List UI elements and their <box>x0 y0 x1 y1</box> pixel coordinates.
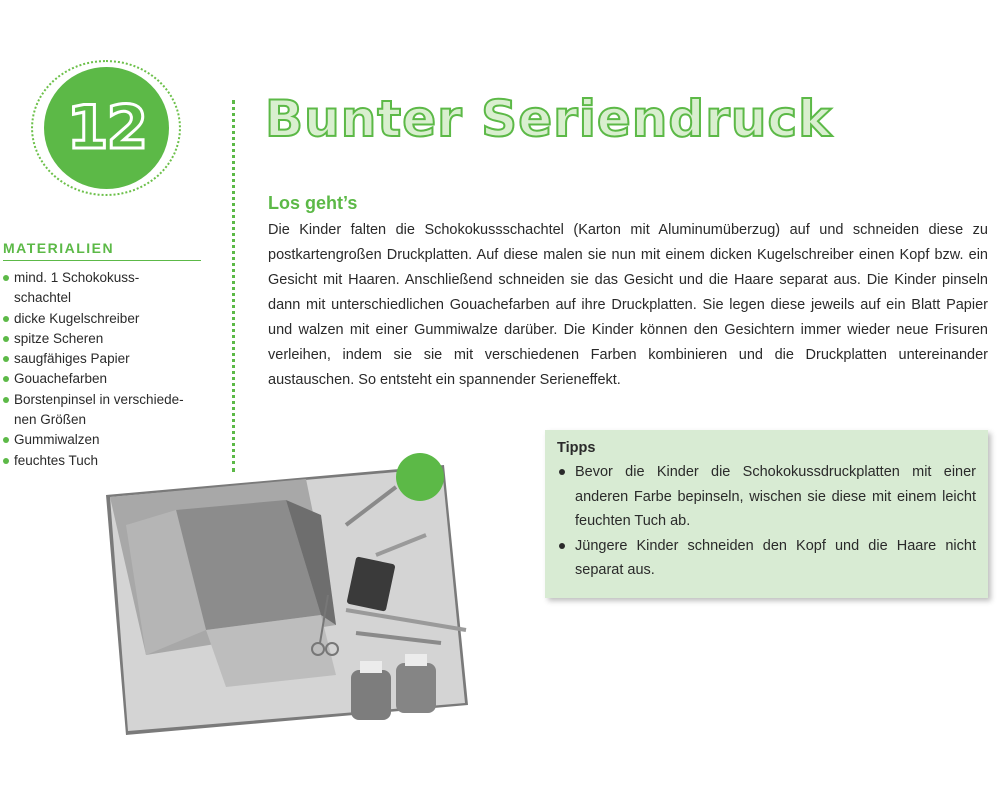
section-heading: Los geht’s <box>268 193 358 213</box>
materials-item-cont: nen Größen <box>14 412 87 428</box>
craft-materials-photo <box>106 465 468 735</box>
chapter-number-badge <box>44 67 169 189</box>
materials-item: feuchtes Tuch <box>3 451 218 471</box>
materials-list <box>3 268 218 471</box>
green-dot-decoration <box>396 453 444 501</box>
page-title: Bunter Seriendruck <box>265 90 833 148</box>
materials-item-cont: schachtel <box>14 290 72 306</box>
materials-item: Gummiwalzen <box>3 430 218 450</box>
tips-list <box>557 460 976 583</box>
tips-item: Bevor die Kinder die Schokokussdruckplatten mit einer anderen Farbe bepinseln, wischen sie diese mit einem leicht feuchten Tuch ab. <box>557 460 976 534</box>
tips-heading: Tipps <box>557 440 596 456</box>
tips-box <box>545 430 988 598</box>
section-body: Die Kinder falten die Schokokussschachtel (Karton mit Aluminumüberzug) auf und schneiden diese zu postkartengroßen Druckplatten. Auf diese malen sie nun mit einem dicken Kugelschreiber einen Kopf bzw. ein Gesicht mit Haaren. Anschließend schneiden sie das Gesicht und die Haare separat aus. Die Kinder pinseln dann mit unterschiedlichen Gouachefarben auf ihre Druckplatten. Sie legen diese jeweils auf ein Blatt Papier und walzen mit einer Gummiwalze darüber. Die Kinder können den Gesichtern immer wieder neue Frisuren verleihen, indem sie sie mit verschiedenen Farben kombinieren und die Druckplatten untereinander austauschen. So entsteht ein spannender Serieneffekt. <box>268 222 988 388</box>
materials-item: dicke Kugelschreiber <box>3 309 218 329</box>
chapter-number: 12 <box>66 93 147 163</box>
materials-item: Borstenpinsel in verschiede- <box>3 390 218 410</box>
materials-item: spitze Scheren <box>3 329 218 349</box>
materials-heading: MATERIALIEN <box>3 240 201 261</box>
materials-item: Gouachefarben <box>3 369 218 389</box>
materials-item: saugfähiges Papier <box>3 349 218 369</box>
vertical-dotted-divider <box>232 100 235 472</box>
tips-item: Jüngere Kinder schneiden den Kopf und die Haare nicht separat aus. <box>557 534 976 583</box>
materials-item: mind. 1 Schokokuss- <box>3 268 218 288</box>
